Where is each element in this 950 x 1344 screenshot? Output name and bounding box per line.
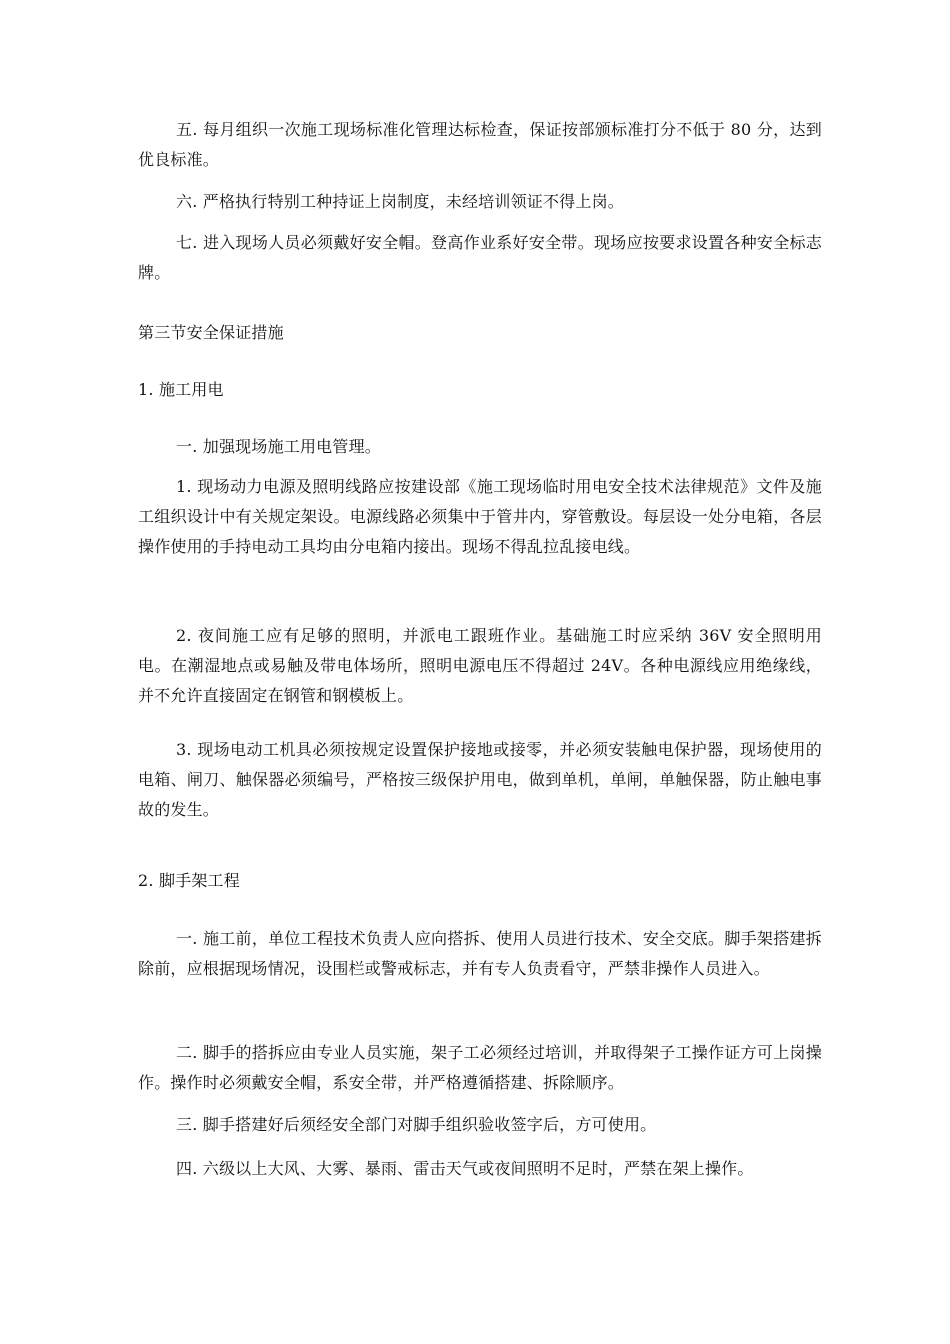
section-title: 第三节安全保证措施 — [138, 323, 284, 342]
scaffolding-item-4: 四. 六级以上大风、大雾、暴雨、雷击天气或夜间照明不足时，严禁在架上操作。 — [176, 1159, 754, 1178]
electricity-item-2: 2. 夜间施工应有足够的照明，并派电工跟班作业。基础施工时应采纳 36V 安全照明用电。在潮湿地点或易触及带电体场所，照明电源电压不得超过 24V。各种电源线应用绝缘线，并不允许直接固定在钢管和钢模板上。 — [138, 626, 822, 705]
electricity-item-1: 1. 现场动力电源及照明线路应按建设部《施工现场临时用电安全技术法律规范》文件及施工组织设计中有关规定架设。电源线路必须集中于管井内，穿管敷设。每层设一处分电箱，各层操作使用的手持电动工具均由分电箱内接出。现场不得乱拉乱接电线。 — [138, 477, 822, 556]
scaffolding-item-2: 二. 脚手的搭拆应由专业人员实施，架子工必须经过培训，并取得架子工操作证方可上岗操作。操作时必须戴安全帽，系安全带，并严格遵循搭建、拆除顺序。 — [138, 1043, 822, 1092]
scaffolding-item-3: 三. 脚手搭建好后须经安全部门对脚手组织验收签字后，方可使用。 — [176, 1115, 657, 1134]
paragraph-item-7: 七. 进入现场人员必须戴好安全帽。登高作业系好安全带。现场应按要求设置各种安全标志牌。 — [138, 233, 822, 282]
paragraph-item-6: 六. 严格执行特别工种持证上岗制度，未经培训领证不得上岗。 — [176, 192, 624, 211]
subsection-title-scaffolding: 2. 脚手架工程 — [138, 871, 240, 890]
scaffolding-item-1: 一. 施工前，单位工程技术负责人应向搭拆、使用人员进行技术、安全交底。脚手架搭建拆除前，应根据现场情况，设围栏或警戒标志，并有专人负责看守，严禁非操作人员进入。 — [138, 929, 822, 978]
electricity-intro: 一. 加强现场施工用电管理。 — [176, 437, 381, 456]
subsection-title-electricity: 1. 施工用电 — [138, 380, 224, 399]
paragraph-item-5: 五. 每月组织一次施工现场标准化管理达标检查，保证按部颁标准打分不低于 80 分，达到优良标准。 — [138, 120, 822, 169]
electricity-item-3: 3. 现场电动工机具必须按规定设置保护接地或接零，并必须安装触电保护器，现场使用的电箱、闸刀、触保器必须编号，严格按三级保护用电，做到单机，单闸，单触保器，防止触电事故的发生。 — [138, 740, 822, 819]
